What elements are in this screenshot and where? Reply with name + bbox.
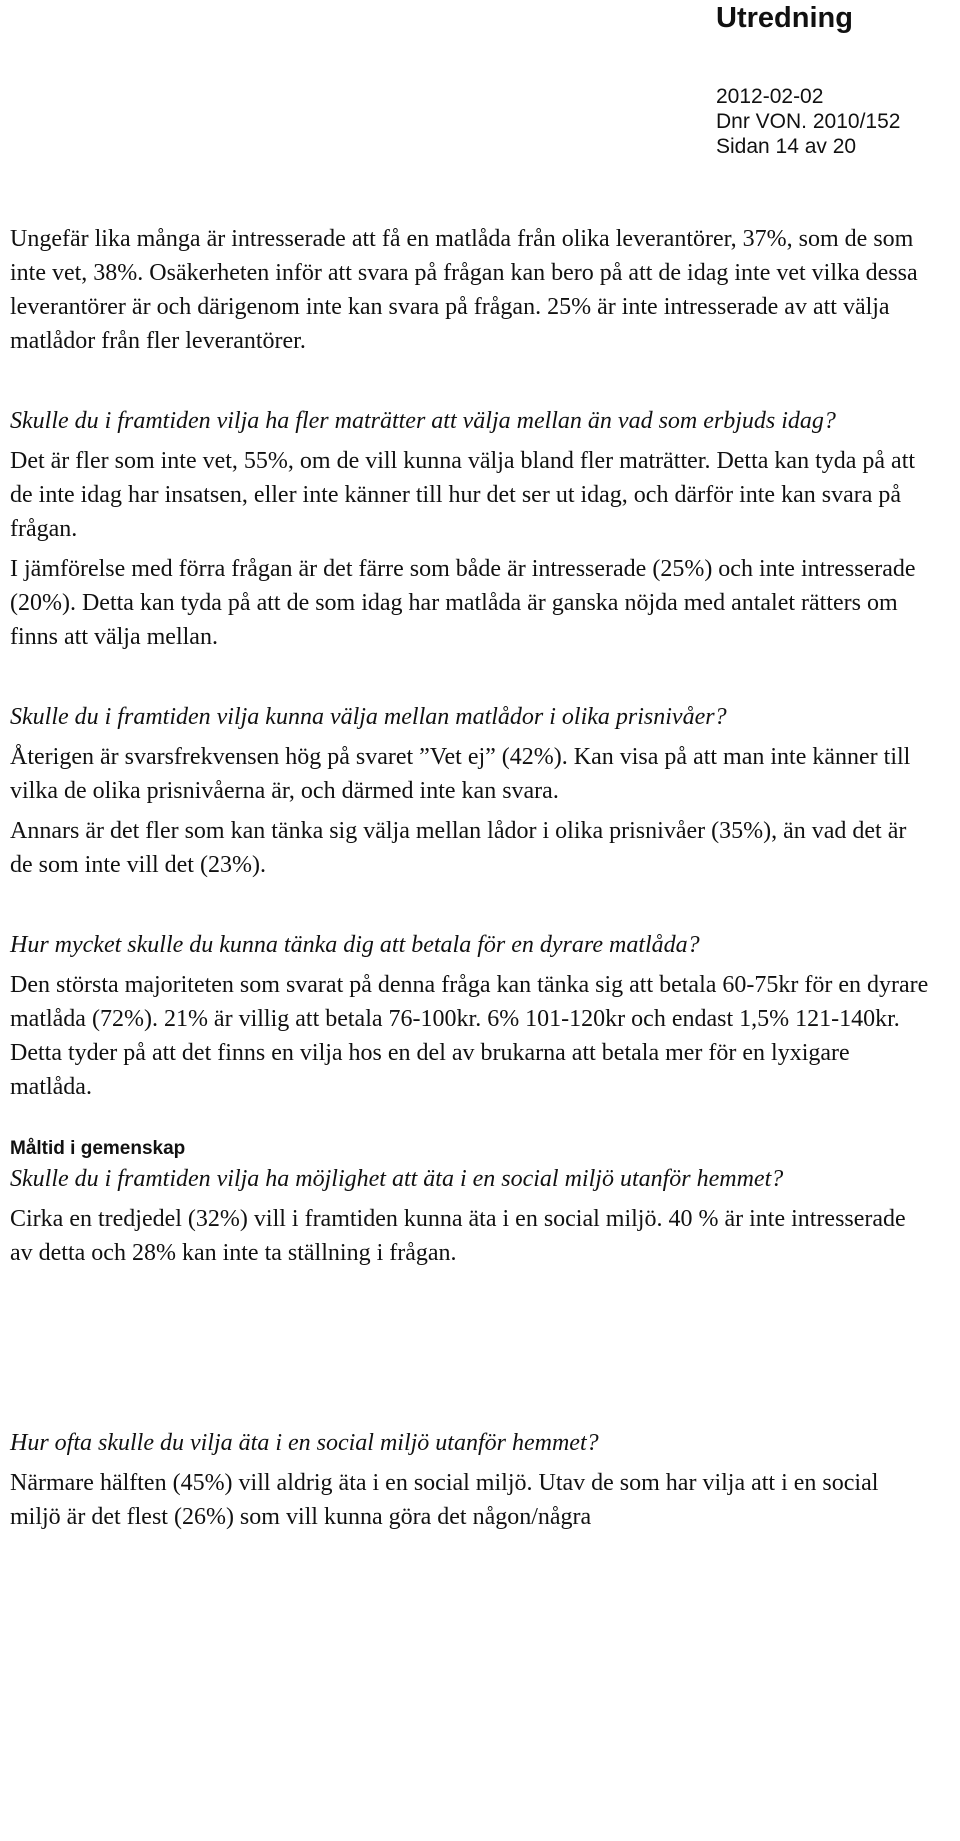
page-number: Sidan 14 av 20 bbox=[716, 135, 857, 158]
question-price-levels: Skulle du i framtiden vilja kunna välja mellan matlådor i olika prisnivåer? bbox=[10, 704, 727, 730]
document-reference: Dnr VON. 2010/152 bbox=[716, 110, 901, 133]
document-body bbox=[10, 222, 930, 1534]
paragraph-social-frequency: Närmare hälften (45%) vill aldrig äta i en social miljö. Utav de som har vilja att i en social miljö är det flest (26%) som vill kunna göra det någon/några bbox=[10, 1470, 879, 1530]
document-date: 2012-02-02 bbox=[716, 85, 824, 108]
document-title: Utredning bbox=[716, 2, 853, 34]
document-meta bbox=[716, 84, 900, 159]
section-heading: Måltid i gemenskap bbox=[10, 1138, 186, 1159]
question-willing-to-pay: Hur mycket skulle du kunna tänka dig att betala för en dyrare matlåda? bbox=[10, 932, 700, 958]
paragraph-suppliers: Ungefär lika många är intresserade att få en matlåda från olika leverantörer, 37%, som de som inte vet, 38%. Osäkerheten inför att svara på frågan kan bero på att de idag inte vet vilka dessa leverantörer är och därigenom inte kan svara på frågan. 25% är inte intresserade av att välja matlådor från fler leverantörer. bbox=[10, 226, 918, 354]
question-social-dining: Skulle du i framtiden vilja ha möjlighet att äta i en social miljö utanför hemmet? bbox=[10, 1166, 784, 1192]
paragraph-price-levels-others: Annars är det fler som kan tänka sig välja mellan lådor i olika prisnivåer (35%), än vad det är de som inte vill det (23%). bbox=[10, 818, 907, 878]
paragraph-willing-to-pay: Den största majoriteten som svarat på denna fråga kan tänka sig att betala 60-75kr för en dyrare matlåda (72%). 21% är villig att betala 76-100kr. 6% 101-120kr och endast 1,5% 121-140kr. Detta tyder på att det finns en vilja hos en del av brukarna att betala mer för en lyxigare matlåda. bbox=[10, 972, 929, 1100]
paragraph-social-dining: Cirka en tredjedel (32%) vill i framtiden kunna äta i en social miljö. 40 % är inte intresserade av detta och 28% kan inte ta ställning i frågan. bbox=[10, 1206, 906, 1266]
paragraph-more-dishes: Det är fler som inte vet, 55%, om de vill kunna välja bland fler maträtter. Detta kan tyda på att de inte idag har insatsen, eller inte känner till hur det ser ut idag, och därför inte kan svara på frågan. bbox=[10, 448, 916, 542]
paragraph-comparison: I jämförelse med förra frågan är det färre som både är intresserade (25%) och inte intresserade (20%). Detta kan tyda på att de som idag har matlåda är ganska nöjda med antalet rätters om finns att välja mellan. bbox=[10, 556, 916, 650]
paragraph-price-levels: Återigen är svarsfrekvensen hög på svaret ”Vet ej” (42%). Kan visa på att man inte känner till vilka de olika prisnivåerna är, och därmed inte kan svara. bbox=[10, 744, 911, 804]
question-social-frequency: Hur ofta skulle du vilja äta i en social miljö utanför hemmet? bbox=[10, 1430, 599, 1456]
question-more-dishes: Skulle du i framtiden vilja ha fler maträtter att välja mellan än vad som erbjuds idag? bbox=[10, 408, 836, 434]
